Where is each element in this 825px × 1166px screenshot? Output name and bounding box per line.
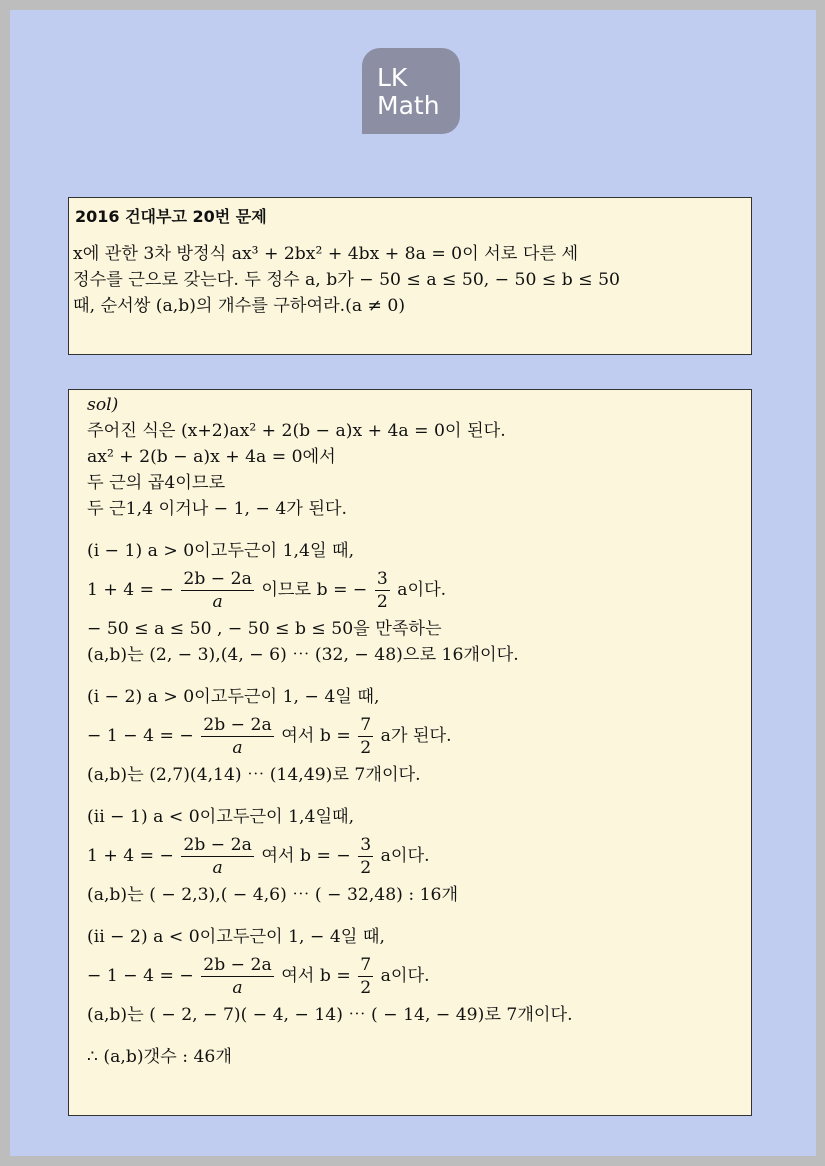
case-i-1-head: (i − 1) a > 0이고두근이 1,4일 때, bbox=[87, 541, 355, 561]
eq-left: 1 + 4 = − bbox=[87, 580, 174, 600]
eq-mid: 여서 b = bbox=[281, 726, 351, 746]
fraction bbox=[181, 568, 253, 613]
fraction-numerator: 2b − 2a bbox=[183, 835, 252, 855]
fraction-denominator: a bbox=[232, 978, 243, 998]
solution-box bbox=[68, 389, 752, 1116]
b-denominator: 2 bbox=[360, 738, 372, 758]
fraction-denominator: a bbox=[212, 592, 223, 612]
page bbox=[10, 10, 816, 1156]
fraction-numerator: 2b − 2a bbox=[183, 569, 252, 589]
eq-right: a이다. bbox=[380, 966, 430, 986]
eq-right: a가 된다. bbox=[380, 726, 452, 746]
fraction bbox=[201, 714, 273, 759]
case-i-2-head: (i − 2) a > 0이고두근이 1, − 4일 때, bbox=[87, 687, 380, 707]
problem-box bbox=[68, 197, 752, 355]
eq-mid: 이므로 b = − bbox=[261, 580, 368, 600]
case-i-2-equation bbox=[87, 710, 751, 762]
b-denominator: 2 bbox=[360, 858, 372, 878]
case-ii-2-equation bbox=[87, 950, 751, 1002]
case-i-1-equation bbox=[87, 564, 751, 616]
fraction-denominator: a bbox=[232, 738, 243, 758]
final-answer: ∴ (a,b)갯수 : 46개 bbox=[87, 1047, 232, 1067]
fraction-denominator: a bbox=[212, 858, 223, 878]
case-ii-1-head: (ii − 1) a < 0이고두근이 1,4일때, bbox=[87, 807, 355, 827]
sol-line-4: 두 근1,4 이거나 − 1, − 4가 된다. bbox=[87, 499, 348, 519]
b-denominator: 2 bbox=[360, 978, 372, 998]
eq-left: − 1 − 4 = − bbox=[87, 726, 194, 746]
fraction-numerator: 2b − 2a bbox=[203, 715, 272, 735]
problem-title: 2016 건대부고 20번 문제 bbox=[75, 207, 267, 226]
case-ii-1-equation bbox=[87, 830, 751, 882]
case-ii-2-head: (ii − 2) a < 0이고두근이 1, − 4일 때, bbox=[87, 927, 385, 947]
sol-line-2: ax² + 2(b − a)x + 4a = 0에서 bbox=[87, 447, 336, 467]
case-ii-2-pairs: (a,b)는 ( − 2, − 7)( − 4, − 14) ⋯ ( − 14, − 49)로 7개이다. bbox=[87, 1005, 573, 1025]
lk-math-logo bbox=[362, 48, 460, 134]
fraction bbox=[181, 834, 253, 879]
b-fraction bbox=[358, 954, 373, 999]
fraction-numerator: 2b − 2a bbox=[203, 955, 272, 975]
problem-line-1: x에 관한 3차 방정식 ax³ + 2bx² + 4bx + 8a = 0이 서로 다른 세 bbox=[73, 244, 579, 264]
eq-right: a이다. bbox=[397, 580, 447, 600]
b-numerator: 7 bbox=[360, 955, 372, 975]
fraction bbox=[201, 954, 273, 999]
eq-right: a이다. bbox=[380, 846, 430, 866]
eq-mid: 여서 b = − bbox=[261, 846, 351, 866]
case-i-1-pairs: (a,b)는 (2, − 3),(4, − 6) ⋯ (32, − 48)으로 16개이다. bbox=[87, 645, 519, 665]
eq-left: − 1 − 4 = − bbox=[87, 966, 194, 986]
problem-line-3: 때, 순서쌍 (a,b)의 개수를 구하여라.(a ≠ 0) bbox=[73, 296, 406, 316]
b-fraction bbox=[375, 568, 390, 613]
case-i-1-condition: − 50 ≤ a ≤ 50 , − 50 ≤ b ≤ 50을 만족하는 bbox=[87, 619, 442, 639]
b-fraction bbox=[358, 714, 373, 759]
eq-left: 1 + 4 = − bbox=[87, 846, 174, 866]
b-fraction bbox=[358, 834, 373, 879]
sol-line-1: 주어진 식은 (x+2)ax² + 2(b − a)x + 4a = 0이 된다. bbox=[87, 421, 506, 441]
b-numerator: 3 bbox=[376, 569, 388, 589]
b-numerator: 3 bbox=[360, 835, 372, 855]
logo-line-2: Math bbox=[377, 91, 440, 120]
sol-line-3: 두 근의 곱4이므로 bbox=[87, 473, 226, 493]
problem-line-2: 정수를 근으로 갖는다. 두 정수 a, b가 − 50 ≤ a ≤ 50, − 50 ≤ b ≤ 50 bbox=[73, 270, 620, 290]
eq-mid: 여서 b = bbox=[281, 966, 351, 986]
case-i-2-pairs: (a,b)는 (2,7)(4,14) ⋯ (14,49)로 7개이다. bbox=[87, 765, 421, 785]
logo-line-1: LK bbox=[377, 63, 408, 92]
b-numerator: 7 bbox=[360, 715, 372, 735]
b-denominator: 2 bbox=[376, 592, 388, 612]
case-ii-1-pairs: (a,b)는 ( − 2,3),( − 4,6) ⋯ ( − 32,48) : 16개 bbox=[87, 885, 459, 905]
sol-label: sol) bbox=[87, 395, 119, 415]
